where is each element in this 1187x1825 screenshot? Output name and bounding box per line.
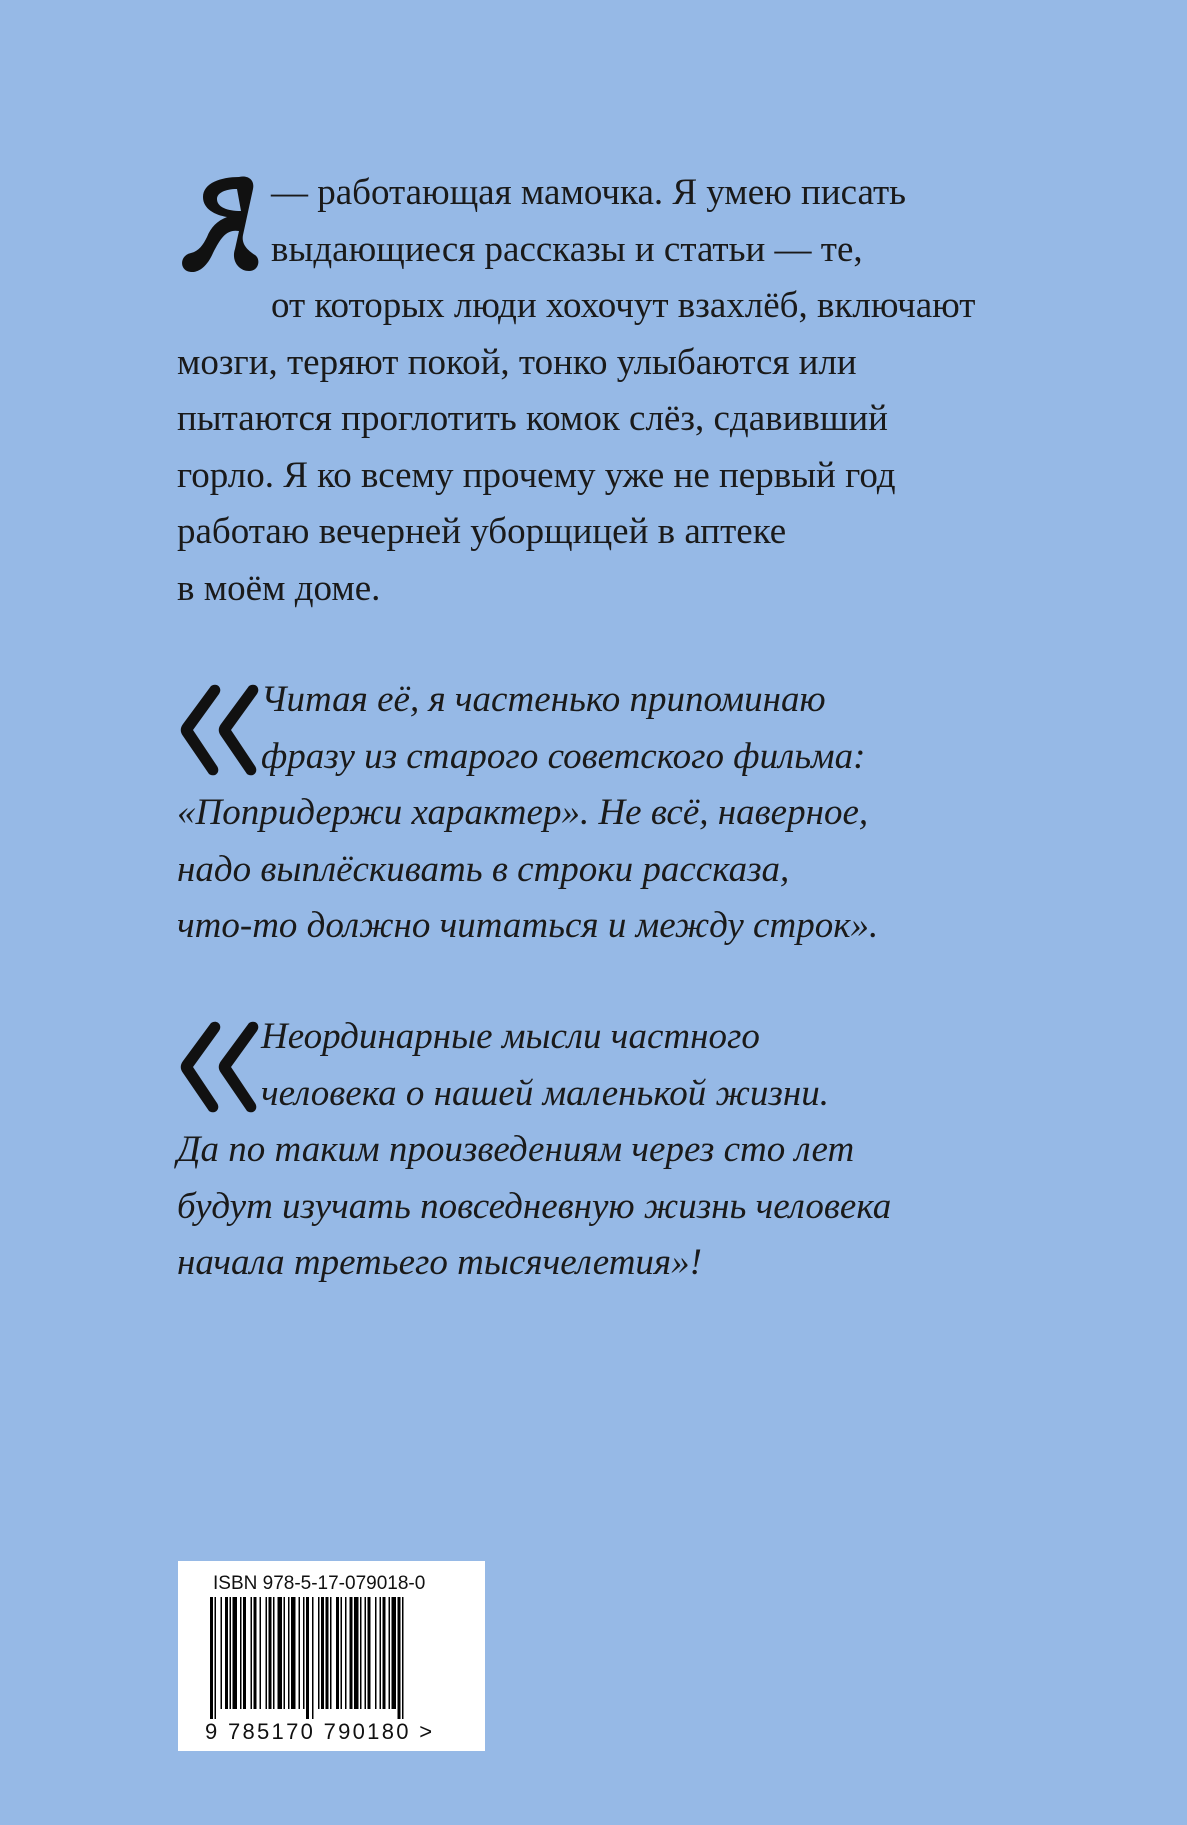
barcode-bar xyxy=(260,1597,262,1709)
isbn-label: ISBN 978-5-17-079018-0 xyxy=(213,1573,426,1594)
barcode-bar xyxy=(269,1597,272,1709)
barcode-bar xyxy=(254,1597,257,1709)
barcode-bar xyxy=(326,1597,329,1709)
barcode-bar xyxy=(273,1597,275,1709)
barcode-bar xyxy=(303,1597,305,1709)
barcode-bar xyxy=(215,1597,217,1719)
intro-line: горло. Я ко всему прочему уже не первый год xyxy=(177,454,896,496)
quote-line: Читая её, я частенько припоминаю xyxy=(261,679,826,720)
quote-line: фразу из старого советского фильма: xyxy=(261,735,866,777)
quote-line: Да по таким произведениям через сто лет xyxy=(177,1129,855,1170)
barcode-bar xyxy=(233,1597,238,1709)
barcode-digits: 9 785170 790180 > xyxy=(205,1719,435,1744)
quote-line: надо выплёскивать в строки рассказа, xyxy=(177,848,790,890)
barcode-bar xyxy=(278,1597,283,1709)
barcode-bar xyxy=(360,1597,362,1709)
barcode-bar xyxy=(398,1597,401,1719)
intro-line: пытаются проглотить комок слёз, сдавивший xyxy=(177,398,888,439)
barcode-bar xyxy=(266,1597,268,1709)
barcode-bar xyxy=(389,1597,391,1709)
review-quote-2 xyxy=(177,1009,1017,1292)
quote-mark-icon xyxy=(177,1017,259,1115)
barcode-bar xyxy=(345,1597,347,1709)
intro-line: выдающиеся рассказы и статьи — те, xyxy=(271,228,863,270)
intro-line: от которых люди хохочут взахлёб, включают xyxy=(271,285,976,326)
barcode-bar xyxy=(312,1597,314,1719)
barcode-bar xyxy=(318,1597,320,1709)
quote-mark-icon xyxy=(177,680,259,778)
barcode-bar xyxy=(368,1597,371,1709)
barcode-bar xyxy=(240,1597,242,1709)
barcode-bar xyxy=(375,1597,377,1709)
barcode-bar xyxy=(210,1597,213,1719)
barcode-bar xyxy=(330,1597,332,1709)
intro-line: — работающая мамочка. Я умею писать xyxy=(271,172,907,213)
barcode-bar xyxy=(243,1597,246,1709)
quote-line: «Попридержи характер». Не всё, наверное, xyxy=(177,792,869,833)
barcode-bar xyxy=(225,1597,228,1709)
barcode-panel xyxy=(178,1561,485,1751)
barcode-bar xyxy=(230,1597,232,1709)
barcode-bar xyxy=(321,1597,324,1709)
barcode-bar xyxy=(291,1597,296,1709)
barcode-bar xyxy=(341,1597,343,1709)
intro-line: мозги, теряют покой, тонко улыбаются или xyxy=(177,341,857,383)
intro-paragraph xyxy=(177,165,1017,617)
intro-line: работаю вечерней уборщицей в аптеке xyxy=(177,511,787,552)
quote-line: начала третьего тысячелетия»! xyxy=(177,1242,702,1283)
barcode-bar xyxy=(306,1597,309,1719)
barcode-bar xyxy=(284,1597,286,1709)
barcode-bar xyxy=(299,1597,301,1709)
barcode-bar xyxy=(383,1597,386,1709)
quote-line: будут изучать повседневную жизнь человека xyxy=(177,1185,892,1227)
review-quote-1 xyxy=(177,672,1017,955)
barcode-bar xyxy=(392,1597,397,1709)
barcode-bar xyxy=(365,1597,367,1709)
quote-line: что-то должно читаться и между строк». xyxy=(177,905,879,946)
dropcap-ya xyxy=(177,171,265,279)
quote-line: человека о нашей маленькой жизни. xyxy=(261,1072,829,1114)
intro-line: в моём доме. xyxy=(177,567,381,609)
barcode-icon xyxy=(210,1597,448,1719)
quote-line: Неординарные мысли частного xyxy=(261,1016,760,1057)
barcode-bar xyxy=(336,1597,339,1709)
barcode-bar xyxy=(350,1597,353,1709)
barcode-bar xyxy=(251,1597,253,1709)
barcode-bar xyxy=(380,1597,382,1709)
barcode-bar xyxy=(402,1597,404,1719)
barcode-bar xyxy=(288,1597,290,1709)
barcode-bar xyxy=(354,1597,359,1709)
barcode-bar xyxy=(221,1597,223,1709)
